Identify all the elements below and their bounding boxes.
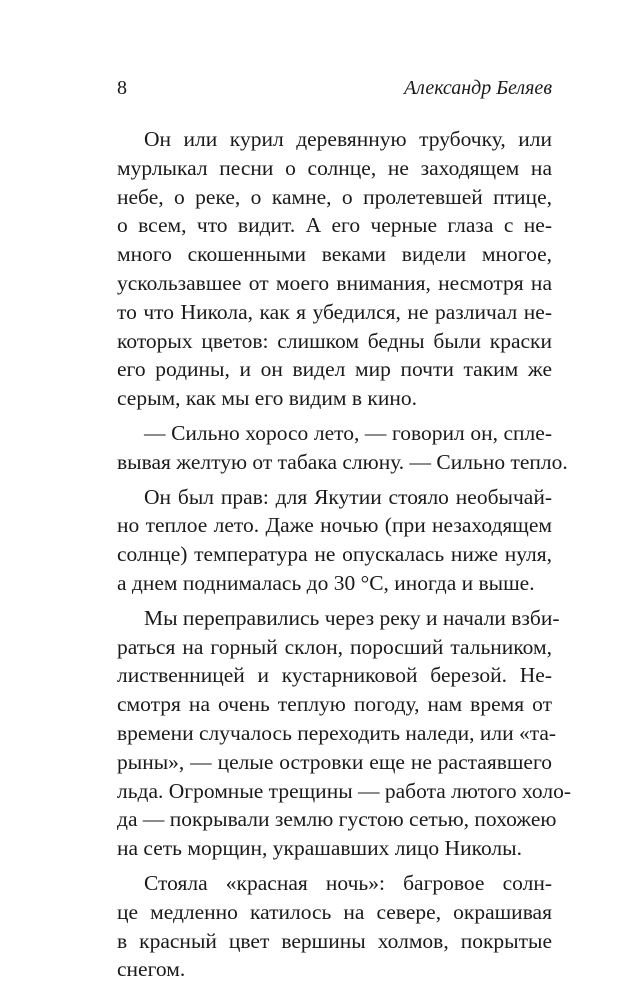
text-line: Он был прав: для Якутии стояло необычай- xyxy=(144,484,552,509)
text-line: рыны», — целые островки еще не растаявшего xyxy=(117,749,552,774)
text-line: в красный цвет вершины холмов, покрытые xyxy=(117,928,552,953)
text-line: раться на горный склон, поросший тальником, xyxy=(117,634,552,659)
text-line: Он или курил деревянную трубочку, или xyxy=(144,127,552,151)
text-line: ускользавшее от моего внимания, несмотря на xyxy=(117,270,552,295)
page-number: 8 xyxy=(117,77,127,99)
text-line: смотря на очень теплую погоду, нам время от xyxy=(117,692,552,717)
running-head xyxy=(117,74,552,102)
paragraph xyxy=(117,869,552,984)
text-line: це медленно катилось на севере, окрашивая xyxy=(117,899,552,924)
text-line: вывая желтую от табака слюну. — Сильно тепло. xyxy=(117,449,568,474)
text-line: много скошенными веками видели многое, xyxy=(117,242,552,267)
text-line: снегом. xyxy=(117,957,186,982)
text-line: о всем, что видит. А его черные глаза с не- xyxy=(117,213,552,238)
text-line: мурлыкал песни о солнце, не заходящем на xyxy=(117,155,552,180)
text-line: льда. Огромные трещины — работа лютого холо- xyxy=(117,778,571,803)
text-line: Мы переправились через реку и начали взби- xyxy=(144,605,560,630)
paragraph xyxy=(117,483,552,598)
text-line: на сеть морщин, украшавших лицо Николы. xyxy=(117,836,522,861)
text-line: его родины, и он видел мир почти таким же xyxy=(117,357,552,382)
paragraph xyxy=(117,604,571,863)
text-line: серым, как мы его видим в кино. xyxy=(117,386,417,411)
text-line: — Сильно хоросо лето, — говорил он, сплe- xyxy=(144,420,552,445)
paragraph xyxy=(117,125,552,413)
text-line: Стояла «красная ночь»: багровое солн- xyxy=(144,870,552,895)
author-name: Александр Беляев xyxy=(403,77,552,99)
text-line: небе, о реке, о камне, о пролетевшей птице, xyxy=(117,184,552,209)
text-line: которых цветов: слишком бедны были краски xyxy=(117,328,552,353)
text-line: лиственницей и кустарниковой березой. Не- xyxy=(117,663,552,688)
text-line: а днем поднималась до 30 °С, иногда и выше. xyxy=(117,570,535,595)
text-line: но теплое лето. Даже ночью (при незаходящем xyxy=(117,513,552,538)
text-line: то что Никола, как я убедился, не различал не- xyxy=(117,299,552,324)
text-line: солнце) температура не опускалась ниже нуля, xyxy=(117,542,552,567)
text-line: времени случалось переходить наледи, или «та- xyxy=(117,720,557,745)
body-text xyxy=(117,125,571,990)
text-line: да — покрывали землю густою сетью, похожею xyxy=(117,807,557,832)
paragraph xyxy=(117,419,568,477)
